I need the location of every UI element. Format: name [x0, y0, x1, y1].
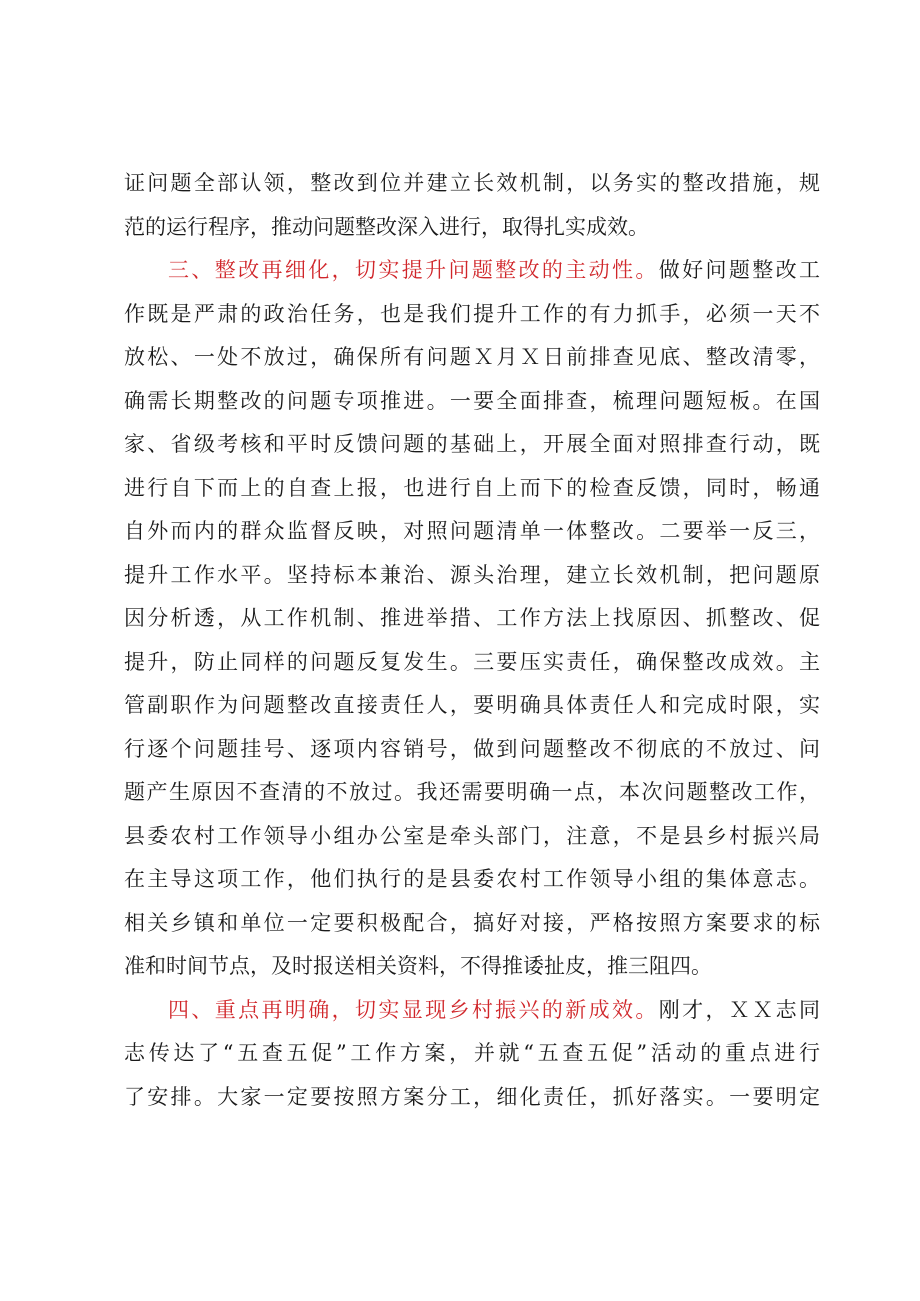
text-line: 提升工作水平。坚持标本兼治、源头治理，建立长效机制，把问题原 [124, 562, 820, 587]
paragraph-section-three [124, 249, 820, 989]
text-line: 在主导这项工作，他们执行的是县委农村工作领导小组的集体意志。 [124, 867, 820, 891]
text-line: 家、省级考核和平时反馈问题的基础上，开展全面对照排查行动，既 [124, 432, 820, 456]
text-line: 自外而内的群众监督反映，对照问题清单一体整改。二要举一反三， [124, 519, 820, 543]
text-line: 准和时间节点，及时报送相关资料，不得推诿扯皮，推三阻四。 [124, 954, 712, 978]
text-line: 因分析透，从工作机制、推进举措、工作方法上找原因、抓整改、促 [124, 606, 820, 630]
text-line: 放松、一处不放过，确保所有问题Ｘ月Ｘ日前排查见底、整改清零， [124, 345, 820, 369]
paragraph-intro [124, 162, 820, 249]
text-line: 确需长期整改的问题专项推进。一要全面排查，梳理问题短板。在国 [124, 388, 820, 413]
text-line: 管副职作为问题整改直接责任人，要明确具体责任人和完成时限，实 [124, 693, 820, 717]
text-line: 题产生原因不查清的不放过。我还需要明确一点，本次问题整改工作， [124, 780, 820, 804]
text-line: 了安排。大家一定要按照方案分工，细化责任，抓好落实。一要明定 [124, 1084, 820, 1109]
text-line: 证问题全部认领，整改到位并建立长效机制，以务实的整改措施，规 [124, 171, 820, 195]
text-line: 作既是严肃的政治任务，也是我们提升工作的有力抓手，必须一天不 [124, 301, 820, 326]
text-line: 提升，防止同样的问题反复发生。三要压实责任，确保整改成效。主 [124, 649, 820, 674]
section-heading: 三、整改再细化，切实提升问题整改的主动性。 [168, 258, 659, 282]
text-line: 行逐个问题挂号、逐项内容销号，做到问题整改不彻底的不放过、问 [124, 736, 820, 761]
text-line: 县委农村工作领导小组办公室是牵头部门，注意，不是县乡村振兴局 [124, 823, 820, 848]
text-run: 刚才，ＸＸ志同 [658, 997, 820, 1022]
text-line: 进行自下而上的自查上报，也进行自上而下的检查反馈，同时，畅通 [124, 475, 820, 500]
paragraph-section-four [124, 989, 820, 1120]
text-run: 做好问题整改工 [658, 258, 820, 282]
text-line: 范的运行程序，推动问题整改深入进行，取得扎实成效。 [124, 214, 649, 239]
text-line [124, 249, 820, 293]
text-line: 相关乡镇和单位一定要积极配合，搞好对接，严格按照方案要求的标 [124, 910, 820, 935]
section-heading: 四、重点再明确，切实显现乡村振兴的新成效。 [168, 997, 659, 1022]
text-line [124, 989, 820, 1033]
text-line: 志传达了“五查五促”工作方案，并就“五查五促”活动的重点进行 [124, 1041, 820, 1065]
document-body [124, 162, 820, 1119]
